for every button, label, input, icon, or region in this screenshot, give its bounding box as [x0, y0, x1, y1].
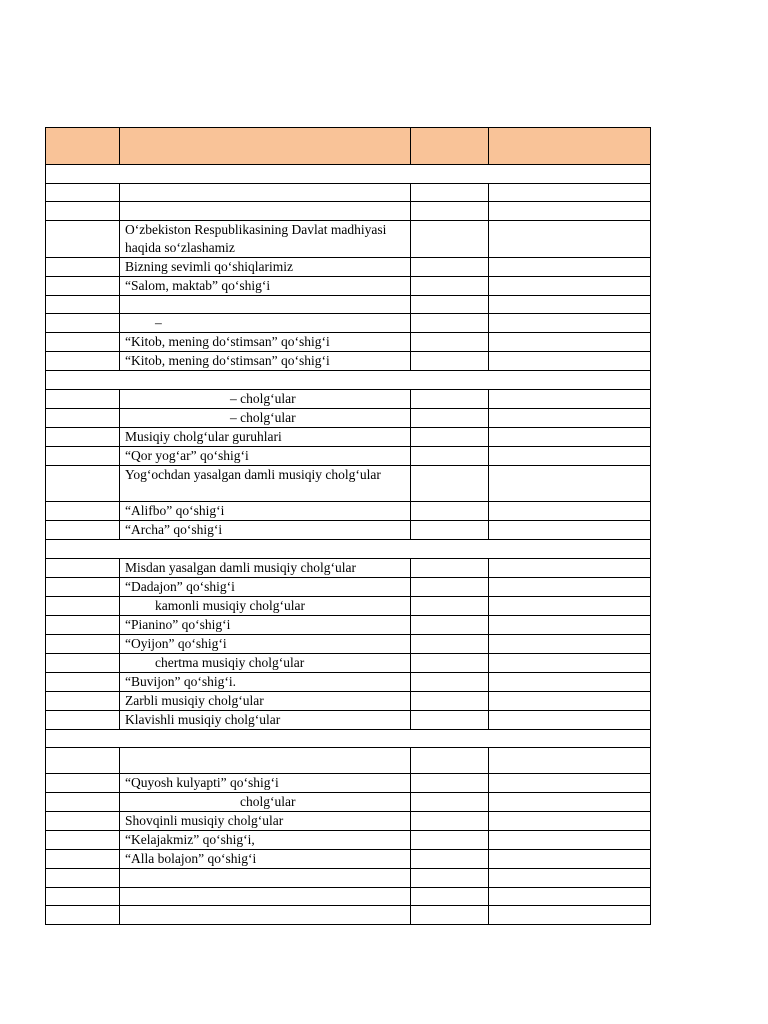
- topic-cell: “Alla bolajon” qo‘shig‘i: [120, 850, 411, 869]
- table-row: [46, 831, 651, 850]
- table-row: [46, 634, 651, 653]
- table-row: [46, 257, 651, 276]
- topic-cell: chertma musiqiy cholg‘ular: [120, 653, 411, 672]
- table-row: [46, 653, 651, 672]
- topic-cell: – cholg‘ular: [120, 389, 411, 408]
- table-row: [46, 596, 651, 615]
- topic-cell: O‘zbekiston Respublikasining Davlat madhiyasi haqida so‘zlashamiz: [120, 220, 411, 257]
- table-row: [46, 521, 651, 540]
- topic-cell: cholg‘ular: [120, 793, 411, 812]
- topic-cell: –: [120, 314, 411, 333]
- topic-cell: – cholg‘ular: [120, 408, 411, 427]
- section-row: [46, 729, 651, 748]
- section-cell: [46, 540, 651, 559]
- header-cell: [489, 128, 651, 165]
- topic-cell: Bizning sevimli qo‘shiqlarimiz: [120, 257, 411, 276]
- table-row: [46, 352, 651, 371]
- section-row: [46, 371, 651, 390]
- table-row: [46, 446, 651, 465]
- table-row: [46, 333, 651, 352]
- table-row: [46, 314, 651, 333]
- table-row: [46, 748, 651, 774]
- topic-cell: Zarbli musiqiy cholg‘ular: [120, 691, 411, 710]
- section-cell: [46, 165, 651, 184]
- table-row: [46, 465, 651, 502]
- section-cell: [46, 729, 651, 748]
- table-row: [46, 502, 651, 521]
- table-row: [46, 691, 651, 710]
- header-cell: [46, 128, 120, 165]
- topic-cell: “Buvijon” qo‘shig‘i.: [120, 672, 411, 691]
- topic-cell: “Kelajakmiz” qo‘shig‘i,: [120, 831, 411, 850]
- topic-cell: Klavishli musiqiy cholg‘ular: [120, 710, 411, 729]
- table-row: [46, 812, 651, 831]
- table-row: [46, 389, 651, 408]
- table-row: [46, 887, 651, 906]
- section-row: [46, 165, 651, 184]
- table-row: [46, 774, 651, 793]
- table-row: [46, 869, 651, 888]
- table-row: [46, 202, 651, 221]
- section-cell: [46, 371, 651, 390]
- topic-cell: Misdan yasalgan damli musiqiy cholg‘ular: [120, 558, 411, 577]
- topic-cell: “Kitob, mening do‘stimsan” qo‘shig‘i: [120, 352, 411, 371]
- table-row: [46, 672, 651, 691]
- topic-cell: Musiqiy cholg‘ular guruhlari: [120, 427, 411, 446]
- topic-cell: “Salom, maktab” qo‘shig‘i: [120, 276, 411, 295]
- topic-cell: “Dadajon” qo‘shig‘i: [120, 577, 411, 596]
- table-row: [46, 427, 651, 446]
- topic-cell: “Pianino” qo‘shig‘i: [120, 615, 411, 634]
- header-cell: [120, 128, 411, 165]
- table-row: [46, 850, 651, 869]
- table-row: [46, 558, 651, 577]
- section-row: [46, 540, 651, 559]
- table-row: [46, 295, 651, 314]
- lesson-plan-table: [45, 127, 651, 925]
- topic-cell: “Qor yog‘ar” qo‘shig‘i: [120, 446, 411, 465]
- table-row: [46, 220, 651, 257]
- table-row: [46, 577, 651, 596]
- topic-cell: “Alifbo” qo‘shig‘i: [120, 502, 411, 521]
- topic-cell: “Oyijon” qo‘shig‘i: [120, 634, 411, 653]
- table-header-row: [46, 128, 651, 165]
- topic-cell: “Archa” qo‘shig‘i: [120, 521, 411, 540]
- topic-cell: “Quyosh kulyapti” qo‘shig‘i: [120, 774, 411, 793]
- topic-cell: Shovqinli musiqiy cholg‘ular: [120, 812, 411, 831]
- table-row: [46, 183, 651, 202]
- table-row: [46, 710, 651, 729]
- topic-cell: “Kitob, mening do‘stimsan” qo‘shig‘i: [120, 333, 411, 352]
- header-cell: [411, 128, 489, 165]
- table-row: [46, 906, 651, 925]
- table-row: [46, 276, 651, 295]
- table-row: [46, 615, 651, 634]
- table-row: [46, 793, 651, 812]
- topic-cell: Yog‘ochdan yasalgan damli musiqiy cholg‘ular: [120, 465, 411, 502]
- table-row: [46, 408, 651, 427]
- topic-cell: kamonli musiqiy cholg‘ular: [120, 596, 411, 615]
